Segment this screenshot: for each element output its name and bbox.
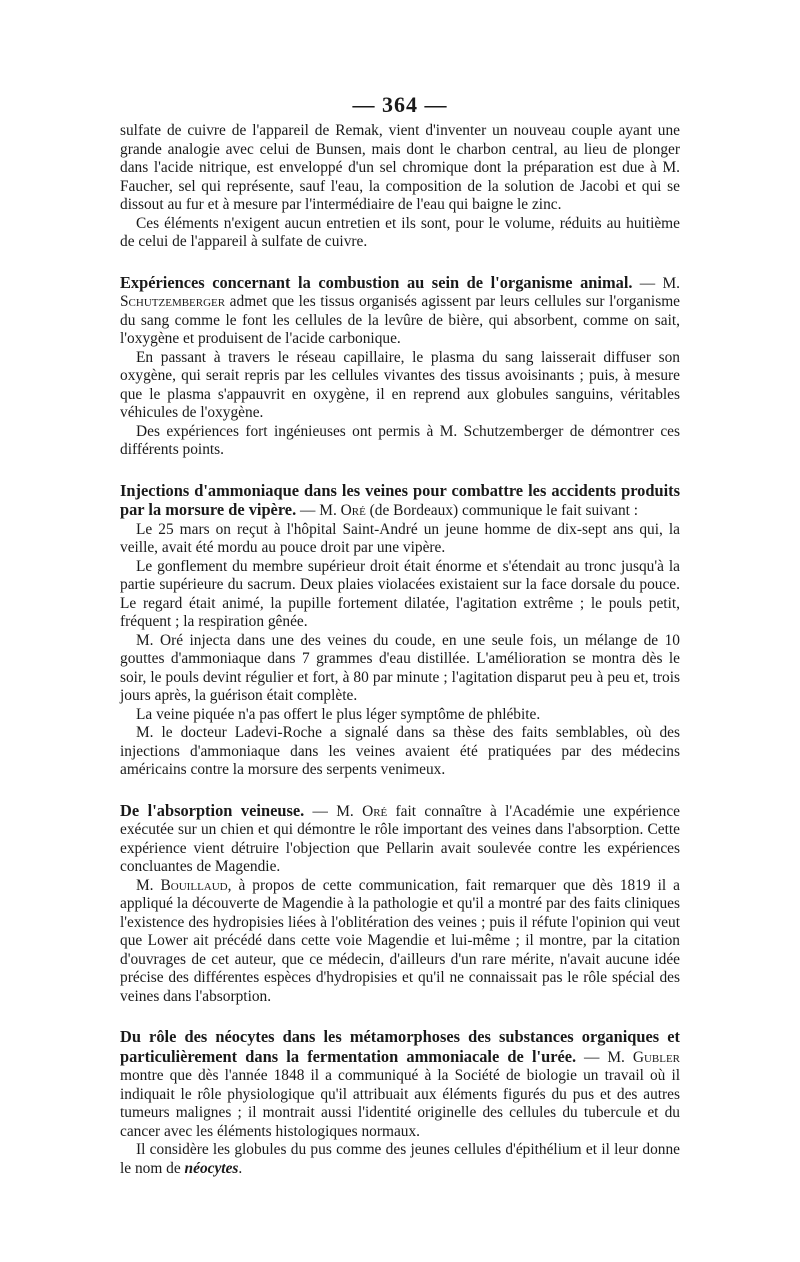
section-injections-paragraph-1 — [120, 482, 680, 521]
section-injections-paragraph-6: M. le docteur Ladevi-Roche a signalé dans sa thèse des faits semblables, où des injections d'ammoniaque dans les veines avaient été pratiquées par des médecins américains contre la morsure des serpents venimeux. — [120, 724, 680, 778]
section-absorption — [120, 802, 680, 1007]
section-absorption-paragraph-2 — [120, 877, 680, 1007]
section-injections-paragraph-5: La veine piquée n'a pas offert le plus léger symptôme de phlébite. — [136, 705, 541, 723]
section-injections-author: Oré — [340, 502, 366, 519]
section-absorption-heading: De l'absorption veineuse. — [120, 800, 305, 820]
section-injections-paragraph-3: Le gonflement du membre supérieur droit était énorme et s'étendait au tronc jusqu'à la partie supérieure du sacrum. Deux plaies violacées existaient sur la face dorsale du pouce. Le regard était animé, la pupille fortement dilatée, l'agitation extrême ; le pouls petit, fréquent ; la respiration gênée. — [120, 557, 680, 630]
section-neocytes-paragraph-1 — [120, 1028, 680, 1141]
section-combustion — [120, 274, 680, 460]
section-neocytes-author: Gubler — [632, 1048, 680, 1066]
intro-paragraph-1: sulfate de cuivre de l'appareil de Remak, vient d'inventer un nouveau couple ayant une grande analogie avec celui de Bunsen, mais dont le charbon central, au lieu de plonger dans l'acide nitrique, est enveloppé d'un sel chromique dont la préparation est due à M. Faucher, sel qui représente, sauf l'eau, la composition de la solution de Jacobi et qui se dissout au fur et à mesure par l'intermédiaire de l'eau qui baigne le zinc. — [120, 122, 680, 213]
section-neocytes-paragraph-2 — [120, 1141, 680, 1178]
section-absorption-text-1: fait connaître à l'Académie une expérience exécutée sur un chien et qui démontre le rôle important des veines dans l'absorption. Cette expérience vient détruire l'objection que Pellarin avait soulevée contre les expériences concluantes de Magendie. — [120, 802, 680, 875]
intro-paragraph-2: Ces éléments n'exigent aucun entretien et ils sont, pour le volume, réduits au huitième de celui de l'appareil à sulfate de cuivre. — [120, 214, 680, 250]
section-neocytes-term: néocytes — [184, 1159, 239, 1177]
section-injections — [120, 482, 680, 780]
section-neocytes-lead: Il considère les globules du pus comme des jeunes cellules d'épithélium et il leur donne le nom de — [120, 1141, 680, 1177]
section-absorption-lead: M. — [136, 876, 161, 894]
section-combustion-paragraph-3: Des expériences fort ingénieuses ont permis à M. Schutzemberger de démontrer ces différents points. — [120, 422, 680, 458]
section-absorption-dash: — M. — [304, 802, 363, 820]
intro-section — [120, 122, 680, 252]
section-absorption-text-2: , à propos de cette communication, fait remarquer que dès 1819 il a appliqué la découverte de Magendie à la pathologie et qu'il a montré par des faits cliniques l'existence des hydropisies liées à l'oblitération des veines ; puis il réfute l'opinion qui veut que Lower ait précédé dans cette voie Magendie et lui-même ; il montre, par la citation d'ouvrages de cet auteur, que ce médecin, d'ailleurs d'un rare mérite, n'avait aucune idée précise des différentes espèces d'hydropisies et qu'il ne connaissait pas le rôle spécial des veines dans l'absorption. — [120, 876, 680, 1005]
section-combustion-paragraph-2: En passant à travers le réseau capillaire, le plasma du sang laisserait diffuser son oxygène, qui serait repris par les cellules vivantes des tissus avoisinants ; puis, à mesure que le plasma s'appauvrit en oxygène, il en reprend aux globules sanguins, véritables véhicules de l'oxygène. — [120, 348, 680, 421]
section-combustion-text-1: admet que les tissus organisés agissent par leurs cellules sur l'organisme du sang comme le font les cellules de la levûre de bière, qui absorbent, comme on sait, l'oxygène et produisent de l'acide carbonique. — [120, 293, 680, 347]
section-absorption-author: Oré — [362, 802, 388, 820]
section-injections-text-1: (de Bordeaux) communique le fait suivant : — [365, 502, 639, 519]
section-absorption-author-2: Bouillaud — [160, 876, 228, 894]
section-neocytes-dash: — M. — [576, 1048, 633, 1066]
section-neocytes — [120, 1028, 680, 1178]
section-neocytes-heading: Du rôle des néocytes dans les métamorphoses des substances organiques et particulièrement dans la fermentation ammoniacale de l'urée. — [120, 1027, 680, 1066]
page-body — [120, 122, 680, 1178]
section-combustion-dash: — M. — [632, 274, 680, 292]
section-combustion-heading: Expériences concernant la combustion au sein de l'organisme animal. — [120, 272, 633, 292]
page-number: — 364 — — [352, 92, 448, 117]
section-injections-heading: Injections d'ammoniaque dans les veines pour combattre les accidents produits par la morsure de vipère. — [120, 480, 680, 519]
section-injections-paragraph-4: M. Oré injecta dans une des veines du coude, en une seule fois, un mélange de 10 gouttes d'ammoniaque dans 7 grammes d'eau distillée. L'amélioration se montra dès le soir, le pouls devint régulier et fort, à 80 par minute ; l'agitation disparut peu à peu et, trois jours après, la guérison était complète. — [120, 631, 680, 704]
section-combustion-author: Schutzemberger — [120, 293, 226, 310]
section-combustion-paragraph-1 — [120, 274, 680, 349]
section-absorption-paragraph-1 — [120, 802, 680, 877]
section-neocytes-end: . — [238, 1159, 243, 1177]
section-neocytes-text-1: montre que dès l'année 1848 il a communiqué à la Société de biologie un travail où il indiquait le rôle physiologique qu'il attribuait aux éléments figurés du pus et des autres tumeurs malignes ; il montrait aussi l'identité originelle des cellules du tubercule et du cancer avec les éléments histologiques normaux. — [120, 1067, 680, 1140]
section-injections-dash: — M. — [296, 502, 341, 519]
section-injections-paragraph-2: Le 25 mars on reçut à l'hôpital Saint-André un jeune homme de dix-sept ans qui, la veille, avait été mordu au pouce droit par une vipère. — [120, 520, 680, 556]
